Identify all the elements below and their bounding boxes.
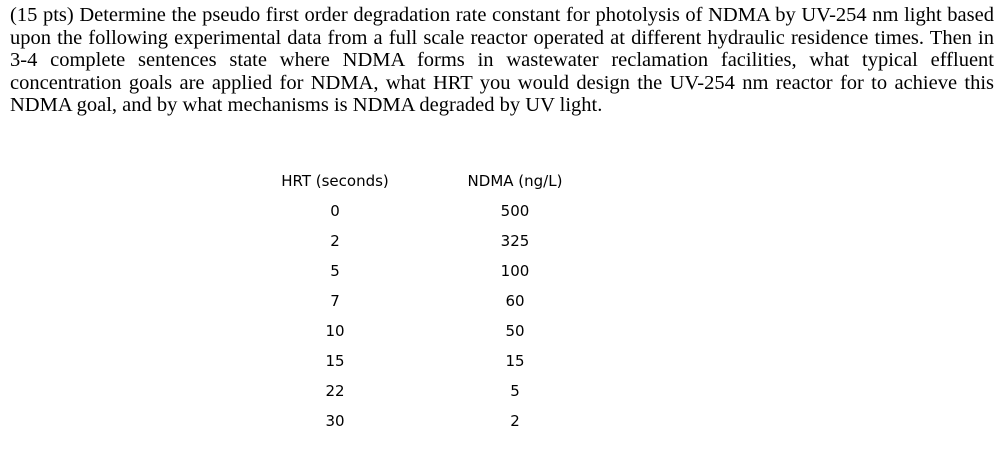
cell-ndma: 5 — [510, 382, 520, 400]
cell-hrt: 2 — [330, 232, 340, 250]
cell-hrt: 0 — [330, 202, 340, 220]
table-row — [255, 196, 615, 226]
cell-ndma: 50 — [505, 322, 525, 340]
cell-hrt: 7 — [330, 292, 340, 310]
header-hrt: HRT (seconds) — [281, 172, 389, 190]
table-row — [255, 406, 615, 436]
cell-hrt: 30 — [325, 412, 345, 430]
cell-hrt: 5 — [330, 262, 340, 280]
cell-ndma: 2 — [510, 412, 520, 430]
cell-ndma: 15 — [505, 352, 525, 370]
cell-ndma: 60 — [505, 292, 525, 310]
table-row — [255, 256, 615, 286]
cell-ndma: 100 — [500, 262, 530, 280]
table-row — [255, 286, 615, 316]
header-ndma: NDMA (ng/L) — [467, 172, 563, 190]
cell-hrt: 22 — [325, 382, 345, 400]
table-row — [255, 346, 615, 376]
table-header-row — [255, 166, 615, 196]
table-row — [255, 376, 615, 406]
cell-ndma: 325 — [500, 232, 530, 250]
table-row — [255, 226, 615, 256]
table-row — [255, 316, 615, 346]
cell-hrt: 10 — [325, 322, 345, 340]
cell-hrt: 15 — [325, 352, 345, 370]
data-table — [255, 166, 615, 436]
cell-ndma: 500 — [500, 202, 530, 220]
question-text: (15 pts) Determine the pseudo first order degradation rate constant for photolysis of NDMA by UV-254 nm light based upon the following experimental data from a full scale reactor operated at different hydraulic residence times. Then in 3-4 complete sentences state where NDMA forms in wastewater reclamation facilities, what typical effluent concentration goals are applied for NDMA, what HRT you would design the UV-254 nm reactor for to achieve this NDMA goal, and by what mechanisms is NDMA degraded by UV light. — [10, 4, 994, 116]
